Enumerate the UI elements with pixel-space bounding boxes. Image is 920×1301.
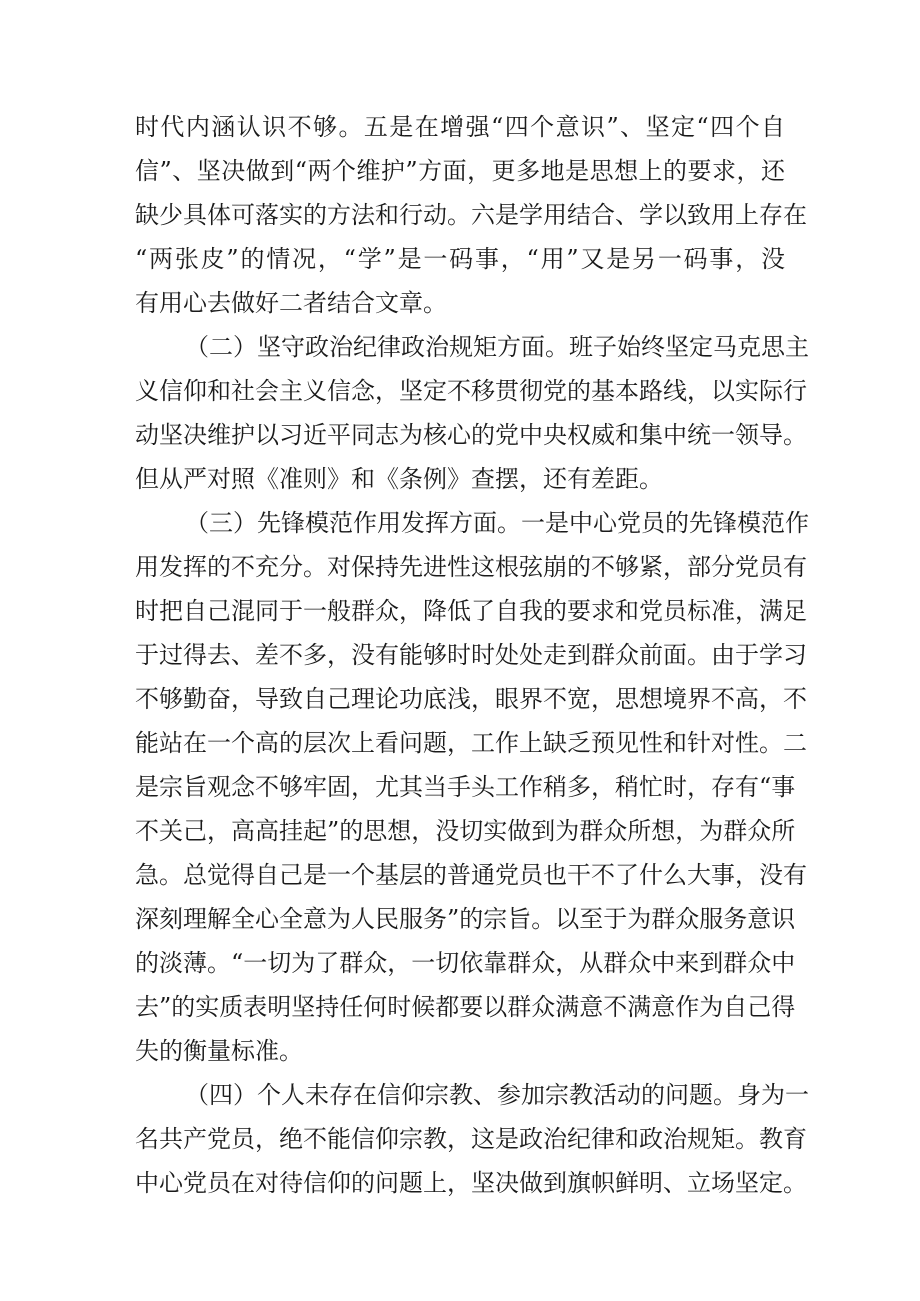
text-line: 有用心去做好二者结合文章。 (135, 289, 447, 317)
text-line: 能站在一个高的层次上看问题，工作上缺乏预见性和针对性。二 (135, 729, 807, 757)
text-line: 不够勤奋，导致自己理论功底浅，眼界不宽，思想境界不高，不 (135, 685, 807, 713)
text-line: 时代内涵认识不够。五是在增强“四个意识”、坚定“四个自 (135, 113, 785, 141)
text-line: 是宗旨观念不够牢固，尤其当手头工作稍多，稍忙时，存有“事 (135, 773, 796, 801)
text-line: 义信仰和社会主义信念，坚定不移贯彻党的基本路线，以实际行 (135, 377, 807, 405)
text-line: 去”的实质表明坚持任何时候都要以群众满意不满意作为自己得 (135, 993, 796, 1021)
text-line: 时把自己混同于一般群众，降低了自我的要求和党员标准，满足 (135, 597, 807, 625)
text-line: 不关己，高高挂起”的思想，没切实做到为群众所想，为群众所 (135, 817, 796, 845)
text-line: 信”、坚决做到“两个维护”方面，更多地是思想上的要求，还 (135, 157, 785, 185)
text-line: “两张皮”的情况，“学”是一码事，“用”又是另一码事，没 (135, 245, 785, 273)
text-line: 缺少具体可落实的方法和行动。六是学用结合、学以致用上存在 (135, 201, 807, 229)
paragraph-heading-line: （二）坚守政治纪律政治规矩方面。班子始终坚定马克思主 (185, 333, 809, 361)
text-line: 急。总觉得自己是一个基层的普通党员也干不了什么大事，没有 (135, 861, 807, 889)
text-line: 用发挥的不充分。对保持先进性这根弦崩的不够紧，部分党员有 (135, 553, 807, 581)
text-line: 中心党员在对待信仰的问题上，坚决做到旗帜鲜明、立场坚定。 (135, 1169, 807, 1197)
text-line: 失的衡量标准。 (135, 1037, 303, 1065)
text-line: 深刻理解全心全意为人民服务”的宗旨。以至于为群众服务意识 (135, 905, 796, 933)
text-line: 名共产党员，绝不能信仰宗教，这是政治纪律和政治规矩。教育 (135, 1125, 807, 1153)
paragraph-heading-line: （四）个人未存在信仰宗教、参加宗教活动的问题。身为一 (185, 1081, 809, 1109)
text-line: 但从严对照《准则》和《条例》查摆，还有差距。 (135, 465, 663, 493)
text-line: 于过得去、差不多，没有能够时时处处走到群众前面。由于学习 (135, 641, 807, 669)
text-line: 动坚决维护以习近平同志为核心的党中央权威和集中统一领导。 (135, 421, 807, 449)
text-line: 的淡薄。“一切为了群众，一切依靠群众，从群众中来到群众中 (135, 949, 796, 977)
paragraph-heading-line: （三）先锋模范作用发挥方面。一是中心党员的先锋模范作 (185, 509, 809, 537)
